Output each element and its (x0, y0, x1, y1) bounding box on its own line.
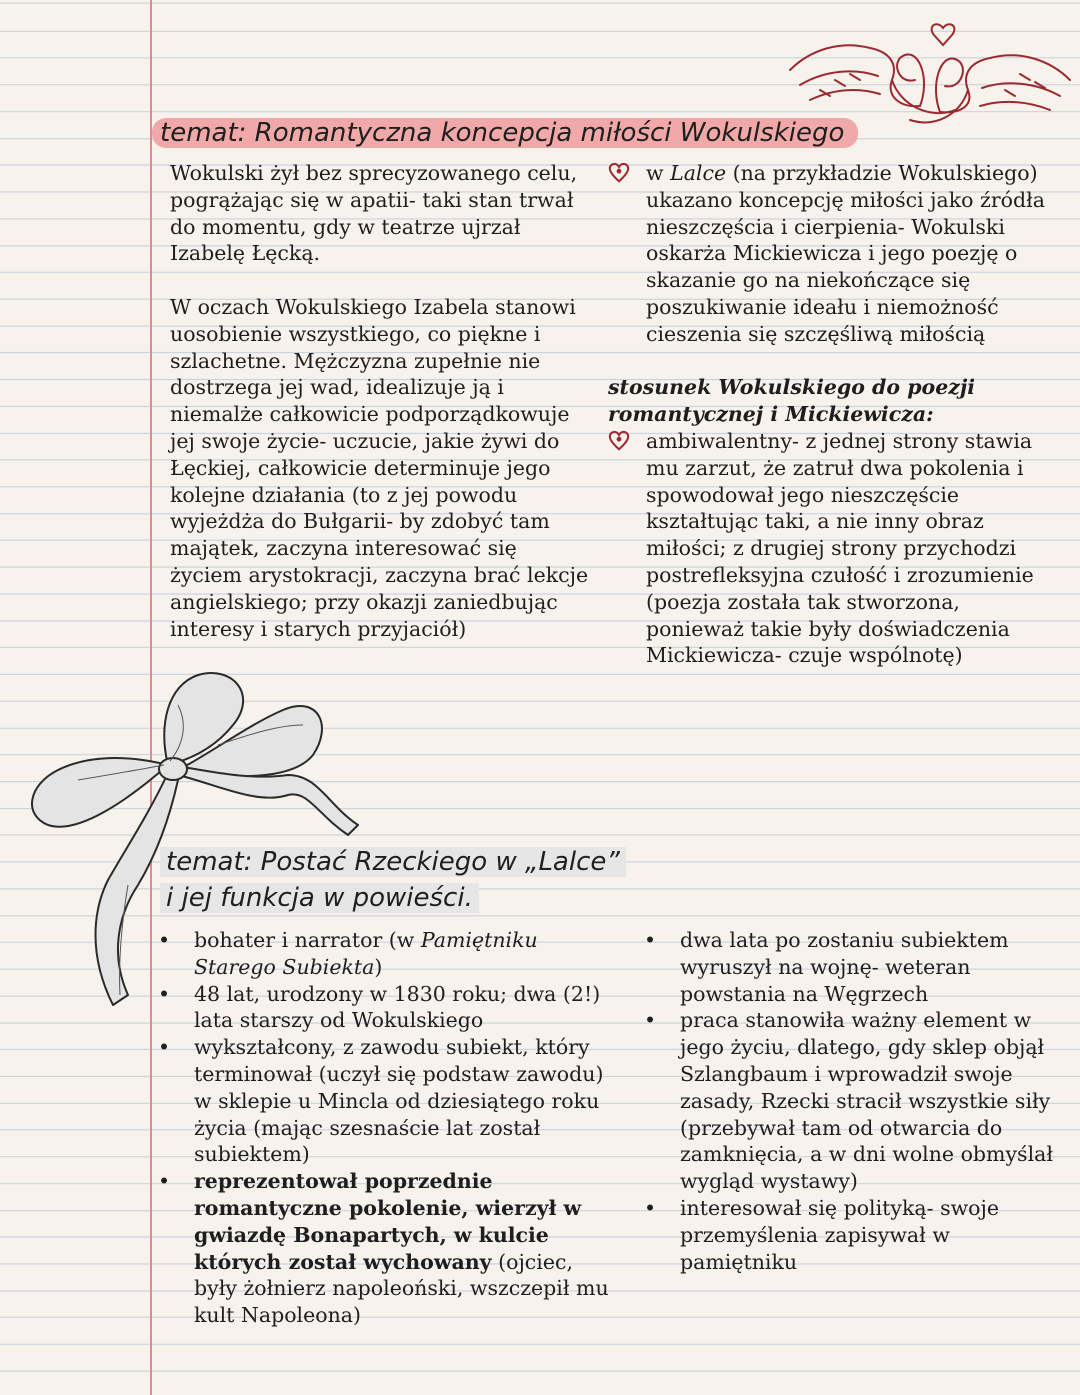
topic2-left-item-4 (156, 1168, 611, 1329)
topic2-left-item-3: • wykształcony, z zawodu subiekt, który terminował (uczył się podstaw zawodu) w sklepie u Mincla od dziesiątego roku życia (mając szesnaście lat został subiektem) (156, 1034, 611, 1168)
topic2-left-item-4-bold: reprezentował poprzednie romantyczne pokolenie, wierzył w gwiazdę Bonapartych, w kulcie których został wychowany (194, 1169, 582, 1274)
heart-bullet-icon (608, 162, 630, 184)
topic1-right-item-2 (608, 428, 1063, 669)
topic2-left-item-1 (156, 927, 611, 981)
topic2-left-item-1-text-b: ) (374, 954, 383, 979)
topic2-heading-line-1: temat: Postać Rzeckiego w „Lalce” (160, 847, 626, 877)
topic2-left-item-1-text-a: bohater i narrator (w (194, 928, 421, 952)
heart-bullet-icon (608, 430, 630, 452)
topic2-right-item-3: • interesował się polityką- swoje przemyślenia zapisywał w pamiętniku (642, 1195, 1067, 1275)
topic1-left-column (170, 160, 590, 642)
topic2-right-column (642, 927, 1067, 1275)
topic1-subheading: stosunek Wokulskiego do poezji romantycznej i Mickiewicza: (608, 375, 976, 427)
topic2-right-item-2: • praca stanowiła ważny element w jego życiu, dlatego, gdy sklep objął Szlangbaum i wprowadził swoje zasady, Rzecki stracił wszystkie siły (przebywał tam od otwarcia do zamknięcia, a w dni wolne obmyślał wygląd wystawy) (642, 1007, 1067, 1195)
topic1-right-item-1 (608, 160, 1063, 348)
topic1-right-item-1-prefix: w (646, 161, 671, 185)
topic1-right-item-2-text: ambiwalentny- z jednej strony stawia mu zarzut, że zatruł dwa pokolenia i spowodował jego nieszczęście kształtując taki, a nie inny obraz miłości; z drugiej strony przychodzi postrefleksyjna czułość i zrozumienie (poezja została tak stworzona, ponieważ takie były doświadczenia Mickiewicza- czuje wspólnotę) (646, 428, 1034, 668)
topic1-paragraph-1: Wokulski żył bez sprecyzowanego celu, pogrążając się w apatii- taki stan trwał do momentu, gdy w teatrze ujrzał Izabelę Łęcką. (170, 161, 578, 266)
topic2-left-column (156, 927, 611, 1329)
topic2-left-item-4-rest: (ojciec, były żołnierz napoleoński, wszczepił mu kult Napoleona) (194, 1249, 609, 1328)
topic2-heading (160, 844, 626, 916)
pamietnik-title: Pamiętniku Starego Subiekta (194, 928, 538, 979)
topic1-heading (152, 118, 858, 148)
topic2-heading-line-2: i jej funkcja w powieści. (160, 883, 479, 913)
topic1-heading-text: temat: Romantyczna koncepcja miłości Wokulskiego (152, 118, 858, 148)
topic1-right-item-1-text: (na przykładzie Wokulskiego) ukazano koncepcję miłości jako źródła nieszczęścia i cierpienia- Wokulski oskarża Mickiewicza i jego poezję o skazanie go na niekończące się poszukiwanie ideału i niemożność cieszenia się szczęśliwą miłością (646, 161, 1045, 346)
topic1-paragraph-2: W oczach Wokulskiego Izabela stanowi uosobienie wszystkiego, co piękne i szlachetne. Mężczyzna zupełnie nie dostrzega jej wad, idealizuje ją i niemalże całkowicie podporządkowuje jej swoje życie- uczucie, jakie żywi do Łęckiej, całkowicie determinuje jego kolejne działania (to z jej powodu wyjeżdża do Bułgarii- by zdobyć tam majątek, zaczyna interesować się życiem arystokracji, zaczyna brać lekcje angielskiego; przy okazji zaniedbując interesy i starych przyjaciół) (170, 294, 589, 641)
topic1-right-column (608, 160, 1063, 669)
lalka-title: Lalce (670, 161, 727, 185)
topic2-right-item-1: • dwa lata po zostaniu subiektem wyruszył na wojnę- weteran powstania na Węgrzech (642, 927, 1067, 1007)
topic2-left-item-2: • 48 lat, urodzony w 1830 roku; dwa (2!) lata starszy od Wokulskiego (156, 981, 611, 1035)
